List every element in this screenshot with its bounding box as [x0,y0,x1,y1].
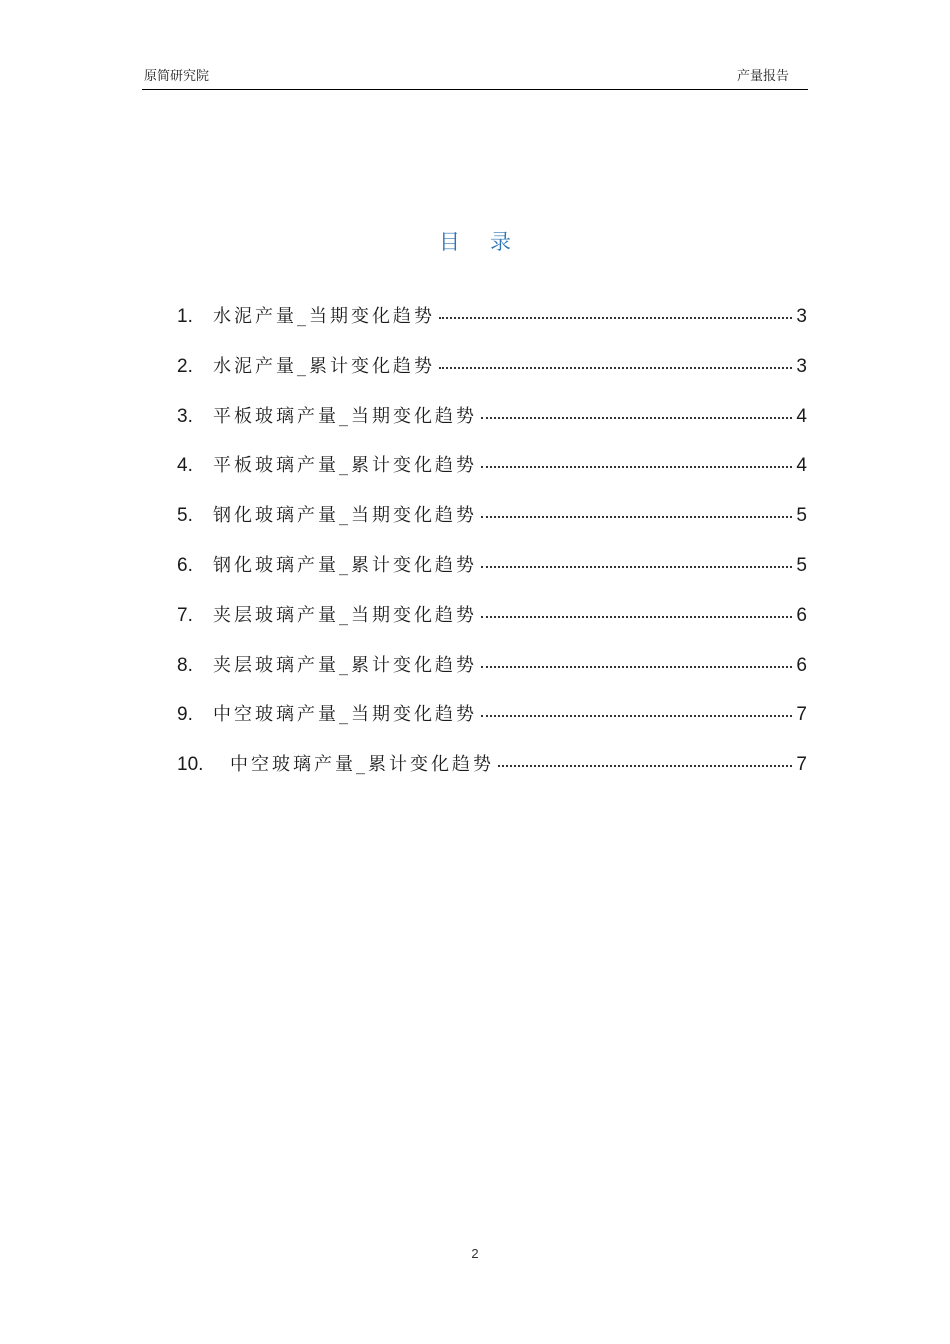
toc-entry-number: 4. [177,455,193,477]
toc-entry-page: 5 [796,505,807,527]
toc-entry-page: 4 [796,455,807,477]
toc-entry-title: 钢化玻璃产量_累计变化趋势 [213,554,477,576]
toc-entry-title: 中空玻璃产量_累计变化趋势 [230,754,494,776]
page-header [142,66,808,90]
toc-dot-leader [481,417,792,419]
toc-title: 目录 [439,230,541,254]
toc-entry-title: 钢化玻璃产量_当期变化趋势 [213,505,477,527]
toc-entry-number: 1. [177,306,193,327]
toc-list [177,303,807,801]
page-number: 2 [471,1246,479,1261]
toc-entry[interactable] [177,751,807,801]
toc-entry-title: 平板玻璃产量_累计变化趋势 [213,455,477,477]
toc-entry-title: 水泥产量_当期变化趋势 [213,306,435,327]
toc-dot-leader [439,367,792,369]
toc-entry-title: 夹层玻璃产量_累计变化趋势 [213,654,477,676]
toc-entry-number: 7. [177,604,193,626]
toc-dot-leader [481,616,792,618]
toc-dot-leader [481,516,792,518]
toc-entry-page: 5 [796,554,807,576]
toc-entry[interactable] [177,552,807,602]
toc-entry-title: 中空玻璃产量_当期变化趋势 [213,704,477,726]
toc-entry-title: 平板玻璃产量_当期变化趋势 [213,405,477,427]
toc-entry[interactable] [177,602,807,652]
toc-entry[interactable] [177,502,807,552]
toc-entry-page: 3 [796,306,807,327]
toc-entry-number: 5. [177,505,193,527]
toc-entry-number: 3. [177,405,193,427]
header-organization: 原简研究院 [144,69,210,84]
toc-entry[interactable] [177,652,807,702]
toc-entry-page: 7 [796,754,807,776]
toc-dot-leader [481,666,792,668]
toc-entry-number: 2. [177,355,193,377]
toc-entry[interactable] [177,403,807,453]
toc-entry-page: 7 [796,704,807,726]
toc-dot-leader [481,715,792,717]
toc-entry-page: 3 [796,355,807,377]
toc-entry[interactable] [177,303,807,353]
toc-entry-page: 6 [796,654,807,676]
toc-entry-number: 9. [177,704,193,726]
toc-dot-leader [439,317,792,319]
toc-entry-number: 10. [177,754,204,776]
toc-entry[interactable] [177,701,807,751]
toc-entry-number: 6. [177,554,193,576]
toc-dot-leader [498,765,792,767]
toc-entry-title: 水泥产量_累计变化趋势 [213,355,435,377]
toc-entry-page: 6 [796,604,807,626]
toc-entry-title: 夹层玻璃产量_当期变化趋势 [213,604,477,626]
toc-entry[interactable] [177,353,807,403]
toc-dot-leader [481,466,792,468]
toc-dot-leader [481,566,792,568]
toc-entry[interactable] [177,452,807,502]
header-report-type: 产量报告 [736,69,789,84]
toc-entry-number: 8. [177,654,193,676]
toc-entry-page: 4 [796,405,807,427]
